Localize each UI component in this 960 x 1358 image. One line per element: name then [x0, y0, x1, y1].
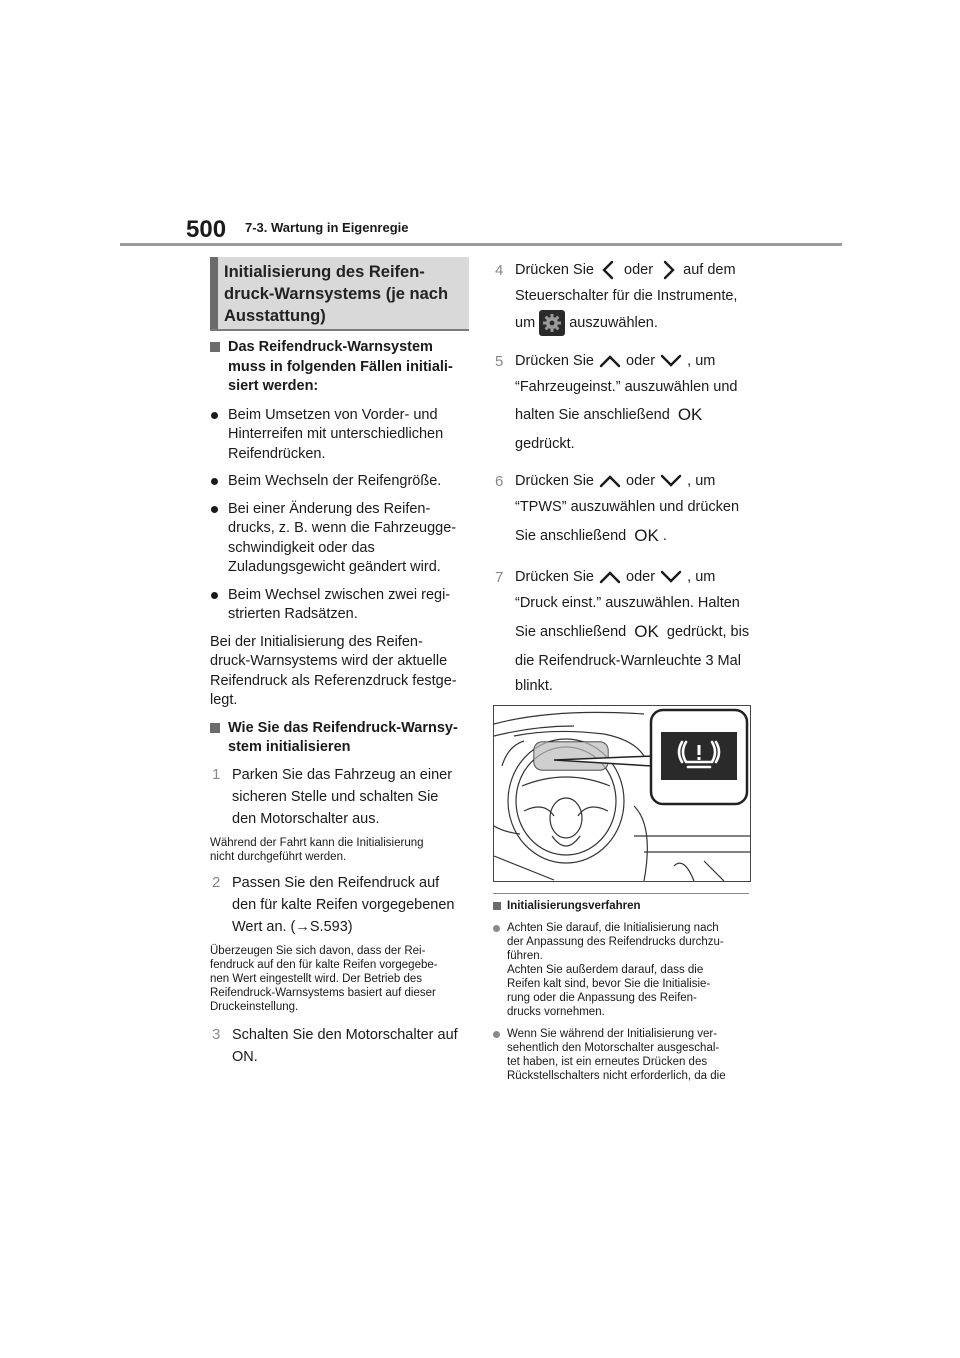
page-number: 500 [186, 216, 227, 243]
chevron-down-icon [659, 353, 683, 369]
chevron-down-icon [659, 569, 683, 585]
left-column [210, 338, 470, 1068]
section-title: Initialisierung des Reifen- druck-Warnsystems (je nach Ausstattung) [224, 263, 449, 325]
bullet-item: Bei einer Änderung des Reifen- drucks, z. B. wenn die Fahrzeugge- schwindigkeit oder das Zuladungsgewicht geändert wird. [210, 500, 470, 578]
chevron-down-icon [659, 473, 683, 489]
chevron-right-icon [657, 259, 679, 281]
chevron-up-icon [598, 473, 622, 489]
step-number: 1 [212, 765, 221, 783]
dashboard-illustration [493, 705, 751, 882]
bullet-dot-icon [211, 412, 218, 419]
header-divider [120, 243, 842, 246]
step-4: 4 Drücken Sie oder auf dem Steuerschalter für die Instrumente, um auszuwählen. [493, 258, 755, 340]
step-note: Während der Fahrt kann die Initialisierung nicht durchgeführt werden. [210, 836, 424, 863]
bullet-dot-icon [211, 506, 218, 513]
ok-icon: OK [634, 622, 659, 642]
bullet-dot-icon [211, 478, 218, 485]
step-number: 3 [212, 1025, 221, 1043]
chevron-up-icon [598, 353, 622, 369]
notes-divider [493, 893, 749, 894]
notes-section [493, 899, 755, 1083]
step-note: Überzeugen Sie sich davon, dass der Rei- fendruck auf den für kalte Reifen vorgegebe- nen Wert eingestellt wird. Der Betrieb des Reifendruck-Warnsystems basiert auf dieser Druckeinstellung. [210, 944, 438, 1013]
bullet-dot-icon [493, 1031, 500, 1038]
step-number: 7 [495, 569, 504, 586]
bullet-item: Beim Wechseln der Reifengröße. [210, 472, 470, 492]
chevron-up-icon [598, 569, 622, 585]
square-bullet-icon [493, 902, 501, 910]
step-3: 3 Schalten Sie den Motorschalter auf ON. [212, 1025, 458, 1065]
step-5: 5 Drücken Sie oder , um “Fahrzeugeinst.” auszuwählen und halten Sie anschließend OK gedrückt. [495, 353, 738, 452]
settings-gear-icon [539, 310, 565, 336]
note-item: Achten Sie darauf, die Initialisierung nach der Anpassung des Reifendrucks durchzu- führen. Achten Sie außerdem darauf, dass die Reifen kalt sind, bevor Sie die Initialisie- rung oder die Anpassung des Reifen- drucks vornehmen. [493, 921, 755, 1019]
notes-heading: Initialisierungsverfahren [493, 899, 755, 913]
bullet-item: Beim Umsetzen von Vorder- und Hinterreifen mit unterschiedlichen Reifendrücken. [210, 406, 470, 465]
subheading-reasons: Das Reifendruck-Warnsystem muss in folgenden Fällen initiali- siert werden: [210, 338, 470, 397]
square-bullet-icon [210, 723, 220, 733]
subheading-howto: Wie Sie das Reifendruck-Warnsy- stem initialisieren [210, 719, 470, 758]
step-number: 2 [212, 873, 221, 891]
ok-icon: OK [634, 526, 659, 546]
bullet-dot-icon [493, 925, 500, 932]
section-accent-bar [210, 257, 218, 329]
bullet-item: Beim Wechsel zwischen zwei regi- strierten Radsätzen. [210, 586, 470, 625]
section-title-box [210, 257, 469, 331]
right-column [493, 258, 755, 698]
breadcrumb: 7-3. Wartung in Eigenregie [245, 220, 409, 235]
step-1: 1 Parken Sie das Fahrzeug an einer sicheren Stelle und schalten Sie den Motorschalter aus. [212, 765, 453, 827]
ok-icon: OK [677, 405, 703, 425]
chevron-left-icon [598, 259, 620, 281]
paragraph: Bei der Initialisierung des Reifen- druck-Warnsystems wird der aktuelle Reifendruck als Referenzdruck festge- legt. [210, 633, 457, 708]
tpms-warning-icon [676, 738, 722, 774]
step-number: 5 [495, 353, 504, 370]
square-bullet-icon [210, 342, 220, 352]
step-number: 6 [495, 473, 504, 490]
step-number: 4 [495, 262, 504, 279]
step-7: 7 Drücken Sie oder , um “Druck einst.” auszuwählen. Halten Sie anschließend OK gedrückt, bis die Reifendruck-Warnleuchte 3 Mal blinkt. [495, 569, 750, 694]
bullet-dot-icon [211, 592, 218, 599]
steering-wheel-drawing [494, 706, 750, 881]
step-6: 6 Drücken Sie oder , um “TPWS” auszuwählen und drücken Sie anschließend OK . [493, 470, 755, 552]
note-item: Wenn Sie während der Initialisierung ver- sehentlich den Motorschalter ausgeschal- tet haben, ist ein erneutes Drücken des Rückstellschalters nicht erforderlich, da die [493, 1027, 755, 1083]
step-2: 2 Passen Sie den Reifendruck auf den für kalte Reifen vorgegebenen Wert an. (→S.593) [212, 873, 455, 935]
